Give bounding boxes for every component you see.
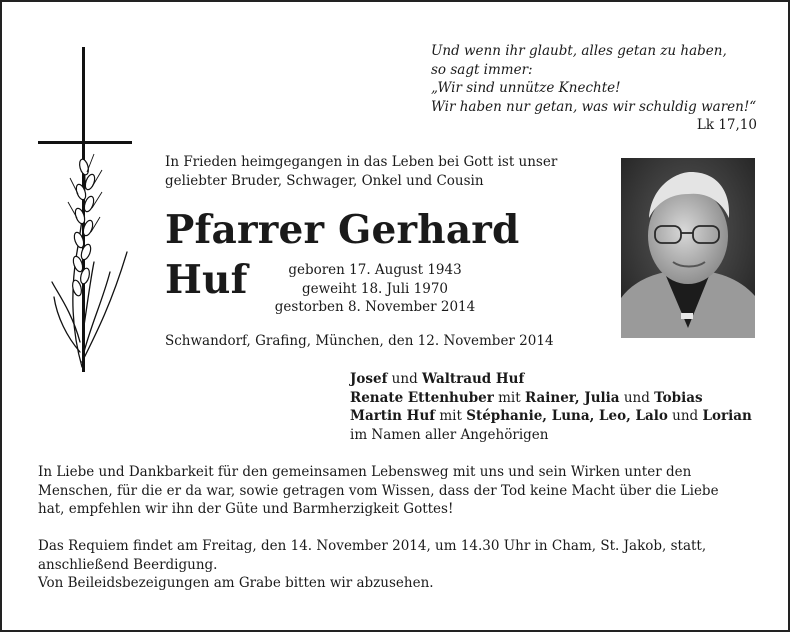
quote-line: so sagt immer: bbox=[431, 61, 533, 78]
birth-date: geboren 17. August 1943 bbox=[288, 262, 462, 278]
quote-line: Wir haben nur getan, was wir schuldig waren!“ bbox=[431, 98, 757, 115]
paragraph-line: In Liebe und Dankbarkeit für den gemeinsamen Lebensweg mit uns und sein Wirken unter den bbox=[38, 464, 692, 480]
life-dates bbox=[165, 261, 585, 317]
paragraph-line: hat, empfehlen wir ihn der Güte und Barmherzigkeit Gottes! bbox=[38, 501, 454, 517]
paragraph-line: anschließend Beerdigung. bbox=[38, 556, 218, 573]
intro-line: geliebter Bruder, Schwager, Onkel und Cousin bbox=[165, 172, 484, 189]
portrait-photo bbox=[621, 158, 755, 338]
ordination-date: geweiht 18. Juli 1970 bbox=[301, 280, 449, 297]
cross-with-wheat-icon bbox=[32, 42, 142, 372]
bible-quote bbox=[431, 42, 757, 135]
family-signatures bbox=[350, 370, 770, 444]
intro-text bbox=[165, 153, 605, 190]
gratitude-paragraph bbox=[38, 463, 758, 519]
intro-line: In Frieden heimgegangen in das Leben bei Gott ist unser bbox=[165, 154, 558, 170]
paragraph-line: Menschen, für die er da war, sowie getragen vom Wissen, dass der Tod keine Macht über die Liebe bbox=[38, 482, 719, 499]
place-and-date: Schwandorf, Grafing, München, den 12. November 2014 bbox=[165, 333, 554, 349]
family-line: Renate Ettenhuber mit Rainer, Julia und Tobias bbox=[350, 389, 703, 406]
paragraph-line: Das Requiem findet am Freitag, den 14. November 2014, um 14.30 Uhr in Cham, St. Jakob, statt, bbox=[38, 538, 707, 554]
paragraph-line: Von Beileidsbezeigungen am Grabe bitten wir abzusehen. bbox=[38, 575, 434, 591]
quote-line: Und wenn ihr glaubt, alles getan zu haben, bbox=[431, 43, 727, 59]
family-line: im Namen aller Angehörigen bbox=[350, 426, 549, 443]
quote-line: „Wir sind unnütze Knechte! bbox=[431, 80, 621, 96]
death-date: gestorben 8. November 2014 bbox=[274, 299, 476, 315]
deceased-name: Pfarrer Gerhard Huf bbox=[165, 207, 520, 303]
family-line: Josef und Waltraud Huf bbox=[350, 371, 525, 387]
quote-reference: Lk 17,10 bbox=[696, 117, 757, 133]
family-line: Martin Huf mit Stéphanie, Luna, Leo, Lalo und Lorian bbox=[350, 408, 752, 424]
requiem-paragraph bbox=[38, 537, 758, 593]
